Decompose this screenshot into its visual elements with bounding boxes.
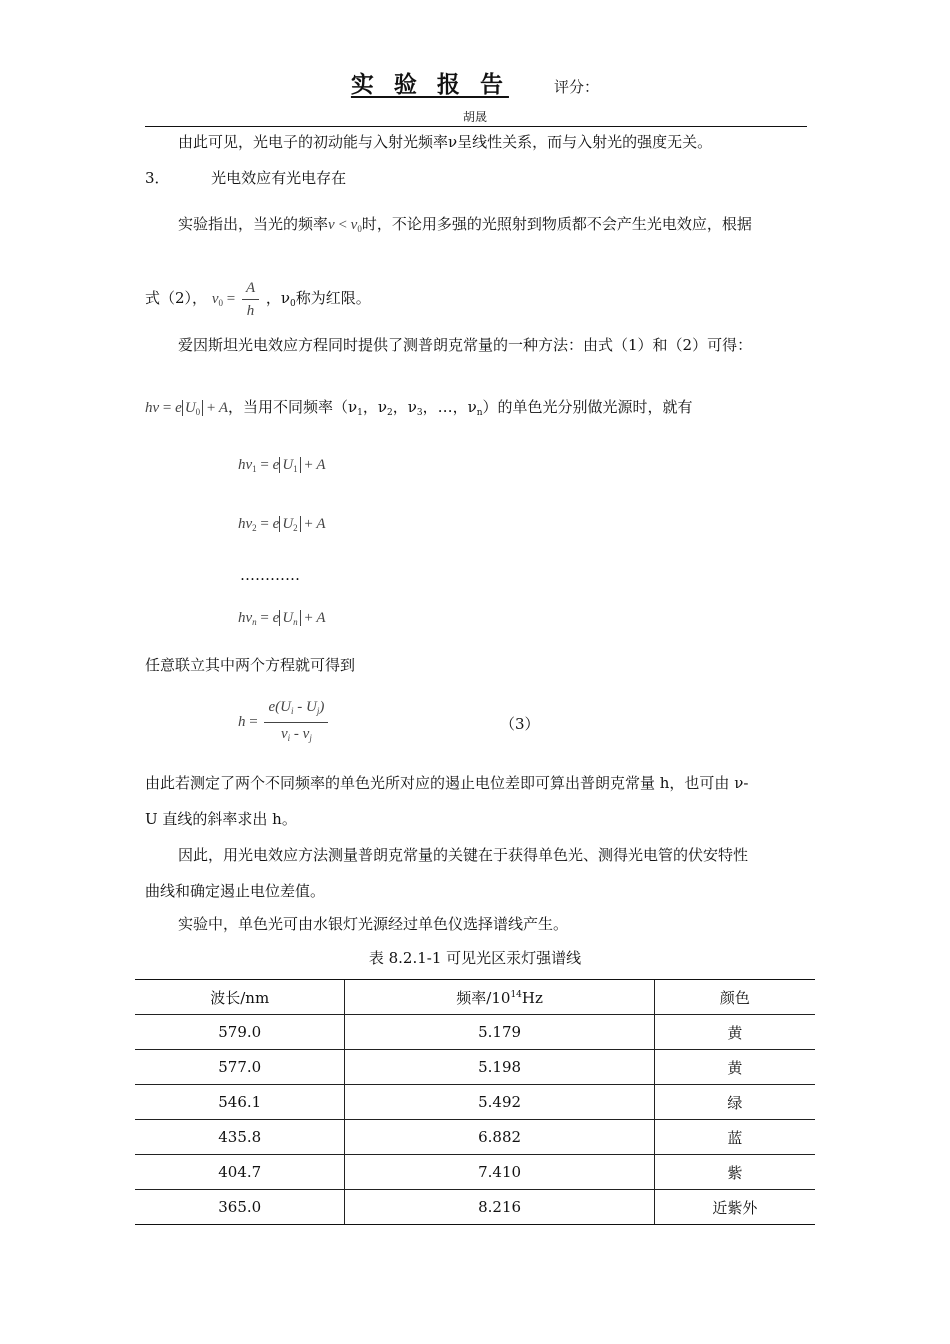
table-row: 404.7 7.410 紫 — [135, 1155, 815, 1190]
ellipsis: ………… — [240, 566, 300, 584]
planck-formula: h = $\frac{e(U_i - U_j)}{\nu_i - \nu_j}$ — [238, 698, 331, 747]
paragraph-threshold: 实验指出，当光的频率$\nu < \nu_0$时，不论用多强的光照射到物质都不会产生光电效应，根据 — [178, 215, 752, 234]
paragraph-combine: 任意联立其中两个方程就可得到 — [145, 656, 356, 674]
paragraph-monochromator: 实验中，单色光可由水银灯光源经过单色仪选择谱线产生。 — [178, 915, 569, 933]
equation-1: $h\nu_1 = e$ $U_1 + A$ — [238, 457, 326, 474]
paragraph-red-limit: 式（2）， $\nu_0$ = $\frac{A}{h}$ ，$\nu_0$称为红限。 — [145, 280, 371, 320]
author-name: 胡晟 — [462, 110, 487, 124]
section-heading — [145, 168, 346, 188]
equation-2: $h\nu_2 = e$ $U_2 + A$ — [238, 516, 326, 533]
mercury-lines-table — [135, 979, 815, 1225]
section-title: 光电效应有光电存在 — [211, 169, 347, 187]
table-row: 577.0 5.198 黄 — [135, 1050, 815, 1085]
report-title: 实 验 报 告 — [350, 71, 509, 98]
paragraph-planck-method: 爱因斯坦光电效应方程同时提供了测普朗克常量的一种方法：由式（1）和（2）可得： — [178, 336, 753, 354]
equation-n: $h\nu_n = e$ $U_n + A$ — [238, 610, 326, 627]
inequality-formula: $\nu < \nu_0$ — [328, 217, 362, 234]
score-label: 评分： — [554, 78, 600, 96]
paragraph-einstein-equation: hν = e $U_0 + A$，当用不同频率（$\nu_1$，$\nu_2$，$\nu_3$，…，$\nu_n$）的单色光分别做光源时，就有 — [145, 398, 693, 418]
table-header-row — [135, 980, 815, 1015]
table-row: 546.1 5.492 绿 — [135, 1085, 815, 1120]
paragraph-key-line1: 因此，用光电效应方法测量普朗克常量的关键在于获得单色光、测得光电管的伏安特性 — [178, 846, 749, 864]
report-header — [0, 66, 950, 99]
header-frequency: 频率$/10^{14}Hz$ — [345, 980, 654, 1015]
header-color: 颜色 — [654, 980, 815, 1015]
table-row: 579.0 5.179 黄 — [135, 1015, 815, 1050]
table-caption: 表 8.2.1-1 可见光区汞灯强谱线 — [368, 949, 582, 967]
einstein-equation: hν = e $U_0 + A$ — [145, 400, 229, 417]
header-wavelength: 波长/nm — [135, 980, 345, 1015]
paragraph-linear-relation: 由此可见，光电子的初动能与入射光频率ν呈线性关系，而与入射光的强度无关。 — [178, 133, 713, 151]
header-divider — [145, 126, 807, 127]
paragraph-key-line2: 曲线和确定遏止电位差值。 — [145, 882, 326, 900]
equation-number: （3） — [500, 715, 540, 733]
table-row: 365.0 8.216 近紫外 — [135, 1190, 815, 1225]
section-number: 3． — [145, 169, 170, 187]
paragraph-slope-line1: 由此若测定了两个不同频率的单色光所对应的遏止电位差即可算出普朗克常量 h，也可由 ν- — [145, 774, 749, 792]
red-limit-formula: $\nu_0$ = $\frac{A}{h}$ — [212, 291, 266, 307]
table-row: 435.8 6.882 蓝 — [135, 1120, 815, 1155]
paragraph-slope-line2: U 直线的斜率求出 h。 — [145, 810, 297, 828]
